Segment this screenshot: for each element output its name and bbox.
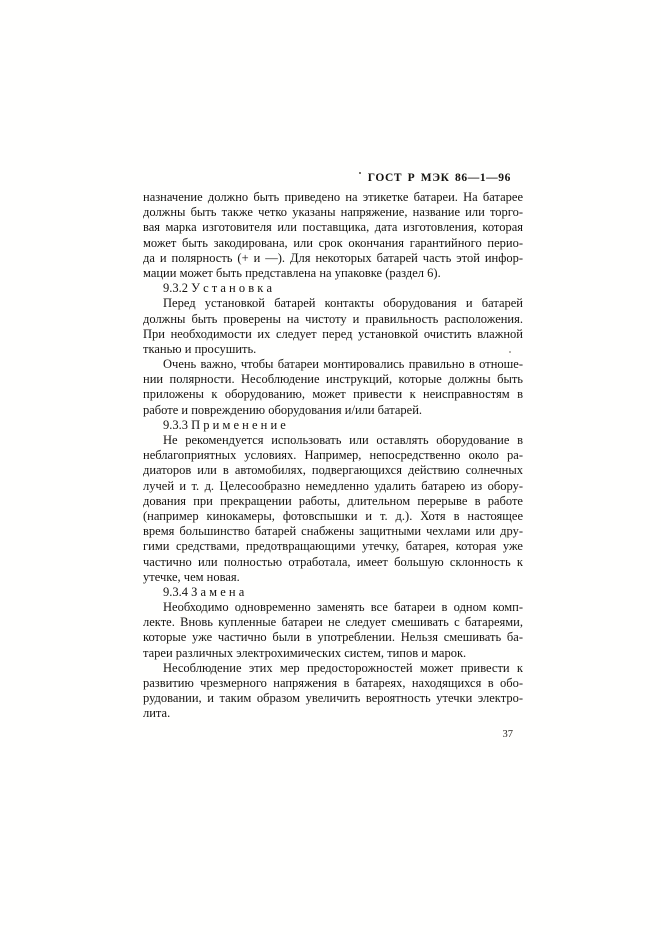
- paragraph-line: должны быть проверены на чистоту и правильность расположения.: [143, 311, 523, 326]
- paragraph-line: рудовании, и таким образом увеличить вероятность утечки электро-: [143, 691, 523, 706]
- document-body: [143, 190, 523, 722]
- paragraph-line: гими средствами, предотвращающими утечку, батарея, которая уже: [143, 539, 523, 554]
- paragraph-line: дования при прекращении работы, длительном перерыве в работе: [143, 493, 523, 508]
- paragraph-line: работе и повреждению оборудования и/или батарей.: [143, 402, 423, 417]
- paragraph-line: может быть закодирована, или срок окончания гарантийного перио-: [143, 235, 523, 250]
- paragraph-line: тареи различных электрохимических систем, типов и марок.: [143, 645, 467, 660]
- paragraph-line: Необходимо одновременно заменять все батареи в одном комп-: [163, 600, 523, 615]
- paragraph-line: Перед установкой батарей контакты оборудования и батарей: [163, 296, 523, 311]
- paragraph-line: время большинство батарей снабжены защитными чехлами или дру-: [143, 524, 523, 539]
- paragraph-line: приложены к оборудованию, может привести к неисправностям в: [143, 387, 523, 402]
- paragraph-line: да и полярность (+ и —). Для некоторых батарей часть этой инфор-: [143, 250, 523, 265]
- paragraph-line: утечке, чем новая.: [143, 569, 240, 584]
- section-heading-9-3-3: 9.3.3 П р и м е н е н и е: [163, 417, 286, 432]
- paragraph-line: вая марка изготовителя или поставщика, дата изготовления, которая: [143, 220, 523, 235]
- paragraph-line: которые уже частично были в употреблении. Нельзя смешивать ба-: [143, 630, 523, 645]
- paragraph-line: частично или полностью отработала, имеет большую склонность к: [143, 554, 523, 569]
- running-header: ГОСТ Р МЭК 86—1—96: [367, 172, 511, 184]
- paragraph-line: (например кинокамеры, фотовспышки и т. д.). Хотя в настоящее: [143, 508, 523, 523]
- section-heading-9-3-2: 9.3.2 У с т а н о в к а: [163, 281, 272, 296]
- paragraph-line: назначение должно быть приведено на этикетке батареи. На батарее: [143, 190, 523, 204]
- paragraph-line: диаторов или в автомобилях, подвергающихся действию солнечных: [143, 463, 523, 478]
- paragraph-line: лекте. Вновь купленные батареи не следует смешивать с батареями,: [143, 615, 523, 630]
- paragraph-line: тканью и просушить.: [143, 341, 257, 356]
- paragraph-line: Не рекомендуется использовать или оставлять оборудование в: [163, 433, 523, 447]
- paragraph-line: Очень важно, чтобы батареи монтировались правильно в отноше-: [163, 357, 523, 372]
- paragraph-line: При необходимости их следует перед установкой очистить влажной: [143, 326, 523, 341]
- paragraph-line: неблагоприятных условиях. Например, непосредственно около ра-: [143, 448, 523, 463]
- section-heading-9-3-4: 9.3.4 З а м е н а: [163, 584, 245, 599]
- paragraph-line: Несоблюдение этих мер предосторожностей может привести к: [163, 660, 523, 675]
- paragraph-line: лита.: [143, 706, 171, 721]
- page-number: 37: [502, 729, 513, 740]
- paragraph-line: нии полярности. Несоблюдение инструкций, которые должны быть: [143, 372, 523, 387]
- scan-artifact-dot: [359, 172, 361, 174]
- paragraph-line: лучей и т. д. Целесообразно немедленно удалить батарею из обору-: [143, 478, 523, 493]
- paragraph-line: должны быть также четко указаны напряжение, название или торго-: [143, 205, 523, 220]
- paragraph-line: развитию чрезмерного напряжения в батареях, находящихся в обо-: [143, 676, 523, 690]
- paragraph-line: мации может быть представлена на упаковке (раздел 6).: [143, 265, 441, 280]
